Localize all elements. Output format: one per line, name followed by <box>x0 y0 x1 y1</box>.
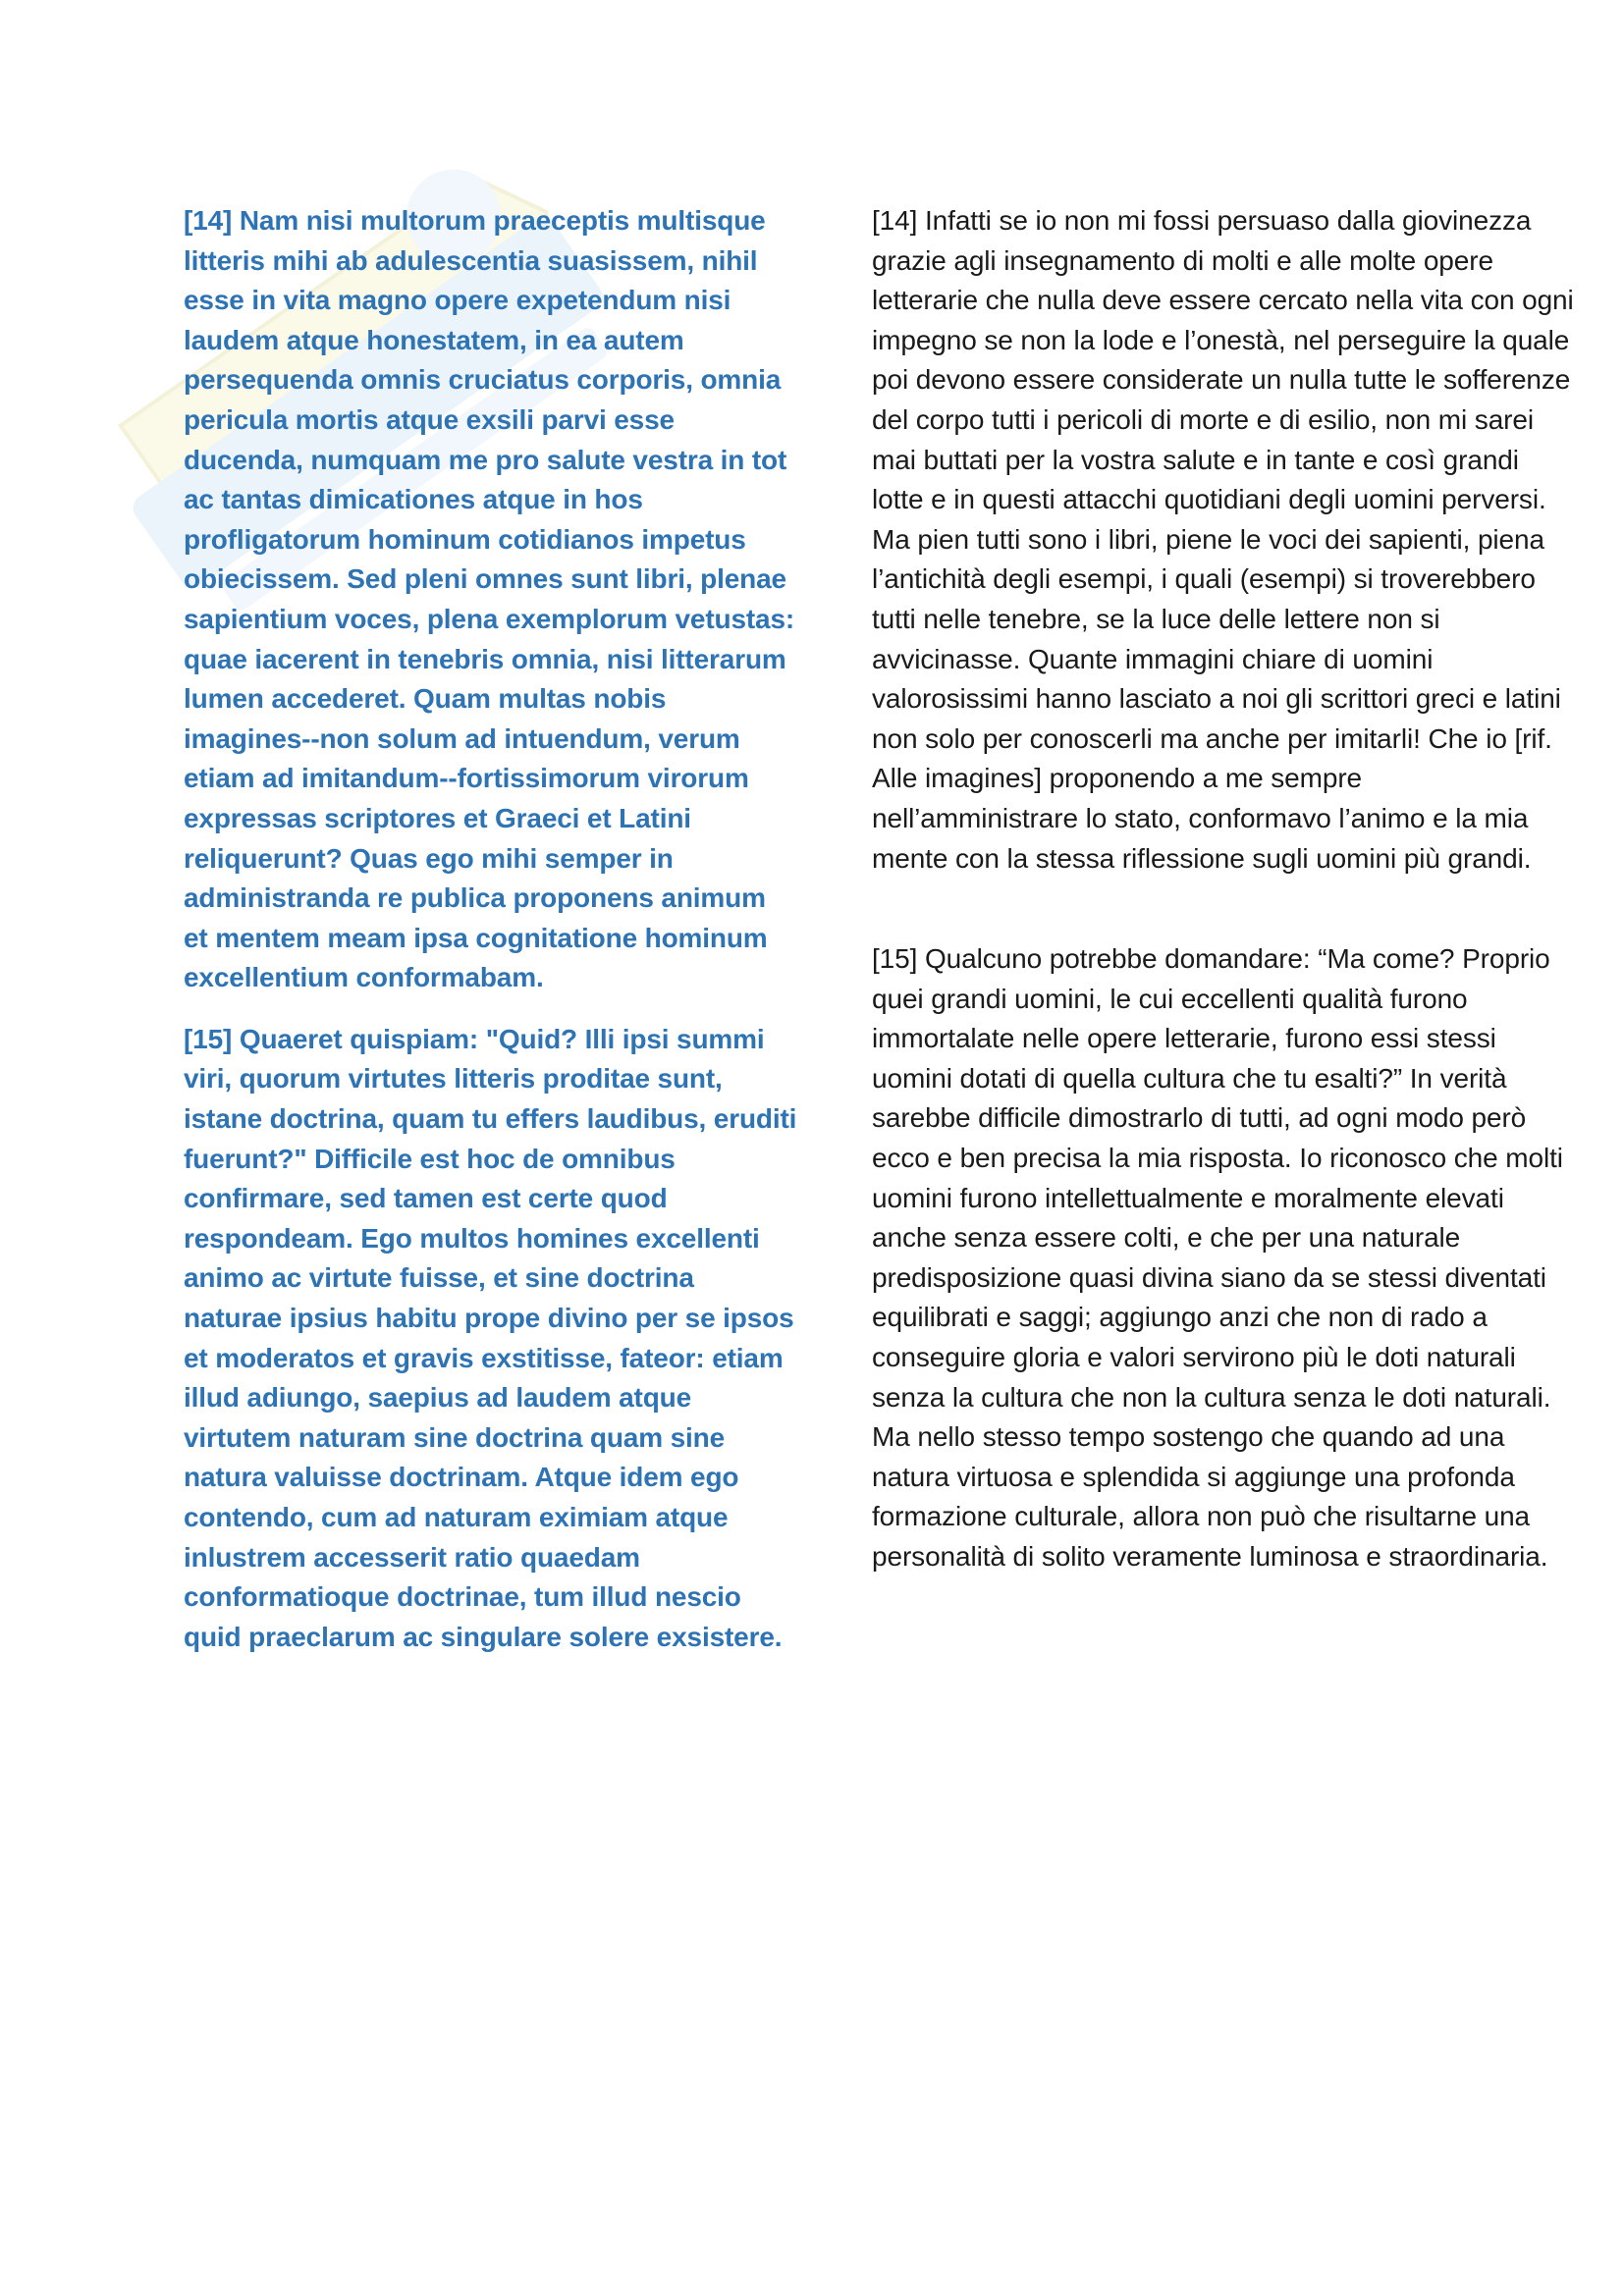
italian-paragraph-15: [15] Qualcuno potrebbe domandare: “Ma come? Proprio quei grandi uomini, le cui eccellenti qualità furono immortalate nelle opere letterarie, furono essi stessi uomini dotati di quella cultura che tu esalti?” In verità sarebbe difficile dimostrarlo di tutti, ad ogni modo però ecco e ben precisa la mia risposta. Io riconosco che molti uomini furono intellettualmente e moralmente elevati anche senza essere colti, e che per una naturale predisposizione quasi divina siano da se stessi diventati equilibrati e saggi; aggiungo anzi che non di rado a conseguire gloria e valori servirono più le doti naturali senza la cultura che non la cultura senza le doti naturali. Ma nello stesso tempo sostengo che quando ad una natura virtuosa e splendida si aggiunge una profonda formazione culturale, allora non può che risultarne una personalità di solito veramente luminosa e straordinaria. <box>872 943 1563 1572</box>
latin-column <box>184 201 797 1657</box>
italian-paragraph-14: [14] Infatti se io non mi fossi persuaso dalla giovinezza grazie agli insegnamento di molti e alle molte opere letterarie che nulla deve essere cercato nella vita con ogni impegno se non la lode e l’onestà, nel perseguire la quale poi devono essere considerate un nulla tutte le sofferenze del corpo tutti i pericoli di morte e di esilio, non mi sarei mai buttati per la vostra salute e in tante e così grandi lotte e in questi attacchi quotidiani degli uomini perversi. Ma pien tutti sono i libri, piene le voci dei sapienti, piena l’antichità degli esempi, i quali (esempi) si troverebbero tutti nelle tenebre, se la luce delle lettere non si avvicinasse. Quante immagini chiare di uomini valorosissimi hanno lasciato a noi gli scrittori greci e latini non solo per conoscerli ma anche per imitarli! Che io [rif. Alle imagines] proponendo a me sempre nell’amministrare lo stato, conformavo l’animo e la mia mente con la stessa riflessione sugli uomini più grandi. <box>872 205 1574 874</box>
latin-paragraph-14: [14] Nam nisi multorum praeceptis multisque litteris mihi ab adulescentia suasissem, nihil esse in vita magno opere expetendum nisi laudem atque honestatem, in ea autem persequenda omnis cruciatus corporis, omnia pericula mortis atque exsili parvi esse ducenda, numquam me pro salute vestra in tot ac tantas dimicationes atque in hos profligatorum hominum cotidianos impetus obiecissem. Sed pleni omnes sunt libri, plenae sapientium voces, plena exemplorum vetustas: quae iacerent in tenebris omnia, nisi litterarum lumen accederet. Quam multas nobis imagines--non solum ad intuendum, verum etiam ad imitandum--fortissimorum virorum expressas scriptores et Graeci et Latini reliquerunt? Quas ego mihi semper in administranda re publica proponens animum et mentem meam ipsa cognitatione hominum excellentium conformabam. <box>184 205 795 993</box>
italian-column <box>872 201 1575 1577</box>
latin-paragraph-15: [15] Quaeret quispiam: "Quid? Illi ipsi summi viri, quorum virtutes litteris proditae sunt, istane doctrina, quam tu effers laudibus, eruditi fuerunt?" Difficile est hoc de omnibus confirmare, sed tamen est certe quod respondeam. Ego multos homines excellenti animo ac virtute fuisse, et sine doctrina naturae ipsius habitu prope divino per se ipsos et moderatos et gravis exstitisse, fateor: etiam illud adiungo, saepius ad laudem atque virtutem naturam sine doctrina quam sine natura valuisse doctrinam. Atque idem ego contendo, cum ad naturam eximiam atque inlustrem accesserit ratio quaedam conformatioque doctrinae, tum illud nescio quid praeclarum ac singulare solere exsistere. <box>184 1023 797 1652</box>
